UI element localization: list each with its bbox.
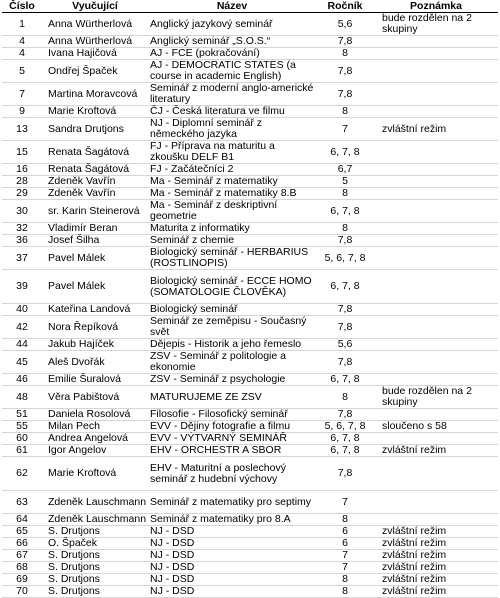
table-row bbox=[2, 316, 498, 339]
cell-title: Ma - Seminář z matematiky 8.B bbox=[148, 188, 316, 200]
cell-teacher: Josef Šilha bbox=[42, 235, 148, 247]
cell-number: 42 bbox=[2, 316, 42, 339]
table-row bbox=[2, 562, 498, 574]
cell-teacher: Renata Šagátová bbox=[42, 141, 148, 164]
cell-number: 69 bbox=[2, 574, 42, 586]
cell-note: zvláštní režim bbox=[374, 538, 498, 550]
cell-title: NJ - DSD bbox=[148, 574, 316, 586]
cell-title: ZSV - Seminář z politologie a ekonomie bbox=[148, 351, 316, 374]
table-row bbox=[2, 141, 498, 164]
cell-grade: 7 bbox=[316, 118, 374, 141]
table-row bbox=[2, 351, 498, 374]
cell-number: 13 bbox=[2, 118, 42, 141]
seminar-table bbox=[2, 0, 498, 598]
table-row bbox=[2, 457, 498, 491]
cell-teacher: Zdeněk Lauschmann bbox=[42, 514, 148, 526]
cell-note bbox=[374, 188, 498, 200]
cell-title: Anglický jazykový seminář bbox=[148, 13, 316, 36]
cell-number: 46 bbox=[2, 374, 42, 386]
cell-title: MATURUJEME ZE ZSV bbox=[148, 386, 316, 409]
cell-note bbox=[374, 60, 498, 83]
cell-teacher: Kateřina Landová bbox=[42, 304, 148, 316]
cell-grade: 6, 7, 8 bbox=[316, 200, 374, 223]
cell-grade: 5, 6, 7, 8 bbox=[316, 247, 374, 270]
cell-note bbox=[374, 200, 498, 223]
cell-teacher: Renata Šagátová bbox=[42, 164, 148, 176]
cell-teacher: S. Drutjons bbox=[42, 586, 148, 598]
cell-note bbox=[374, 457, 498, 491]
cell-grade: 8 bbox=[316, 514, 374, 526]
cell-number: 28 bbox=[2, 176, 42, 188]
cell-title: Filosofie - Filosofický seminář bbox=[148, 409, 316, 421]
cell-note bbox=[374, 514, 498, 526]
cell-title: FJ - Začátečníci 2 bbox=[148, 164, 316, 176]
table-row bbox=[2, 491, 498, 514]
cell-grade: 6, 7, 8 bbox=[316, 270, 374, 304]
cell-grade: 7 bbox=[316, 562, 374, 574]
cell-number: 40 bbox=[2, 304, 42, 316]
table-row bbox=[2, 574, 498, 586]
cell-title: NJ - DSD bbox=[148, 538, 316, 550]
cell-note: zvláštní režim bbox=[374, 550, 498, 562]
cell-teacher: Sandra Drutjons bbox=[42, 118, 148, 141]
table-row bbox=[2, 538, 498, 550]
cell-note bbox=[374, 491, 498, 514]
cell-title: NJ - DSD bbox=[148, 586, 316, 598]
cell-teacher: Andrea Angelová bbox=[42, 433, 148, 445]
cell-title: EHV - ORCHESTR A SBOR bbox=[148, 445, 316, 457]
cell-teacher: S. Drutjons bbox=[42, 562, 148, 574]
cell-title: Biologický seminář - ECCE HOMO (SOMATOLOGIE ČLOVĚKA) bbox=[148, 270, 316, 304]
cell-teacher: Pavel Málek bbox=[42, 247, 148, 270]
cell-teacher: Nora Řepíková bbox=[42, 316, 148, 339]
cell-number: 65 bbox=[2, 526, 42, 538]
cell-note: bude rozdělen na 2 skupiny bbox=[374, 386, 498, 409]
cell-grade: 8 bbox=[316, 188, 374, 200]
table-row bbox=[2, 200, 498, 223]
cell-title: AJ - DEMOCRATIC STATES (a course in academic English) bbox=[148, 60, 316, 83]
header-teacher: Vyučující bbox=[42, 0, 148, 13]
cell-number: 29 bbox=[2, 188, 42, 200]
cell-teacher: Emilie Šuralová bbox=[42, 374, 148, 386]
cell-number: 4 bbox=[2, 48, 42, 60]
cell-number: 48 bbox=[2, 386, 42, 409]
cell-number: 4 bbox=[2, 36, 42, 48]
table-row bbox=[2, 409, 498, 421]
cell-teacher: Pavel Málek bbox=[42, 270, 148, 304]
cell-number: 36 bbox=[2, 235, 42, 247]
cell-note bbox=[374, 176, 498, 188]
cell-note bbox=[374, 374, 498, 386]
cell-number: 5 bbox=[2, 60, 42, 83]
cell-teacher: Daniela Rosolová bbox=[42, 409, 148, 421]
cell-title: AJ - FCE (pokračování) bbox=[148, 48, 316, 60]
cell-number: 30 bbox=[2, 200, 42, 223]
cell-number: 62 bbox=[2, 457, 42, 491]
cell-number: 7 bbox=[2, 83, 42, 106]
cell-note bbox=[374, 351, 498, 374]
table-row bbox=[2, 164, 498, 176]
cell-title: FJ - Příprava na maturitu a zkoušku DELF B1 bbox=[148, 141, 316, 164]
cell-grade: 8 bbox=[316, 386, 374, 409]
cell-teacher: Martina Moravcová bbox=[42, 83, 148, 106]
cell-number: 55 bbox=[2, 421, 42, 433]
cell-note: zvláštní režim bbox=[374, 586, 498, 598]
table-row bbox=[2, 421, 498, 433]
header-title: Název bbox=[148, 0, 316, 13]
table-row bbox=[2, 60, 498, 83]
cell-note bbox=[374, 235, 498, 247]
cell-grade: 7,8 bbox=[316, 60, 374, 83]
cell-grade: 7,8 bbox=[316, 351, 374, 374]
cell-number: 67 bbox=[2, 550, 42, 562]
table-row bbox=[2, 270, 498, 304]
table-row bbox=[2, 247, 498, 270]
cell-teacher: Ivana Hajičová bbox=[42, 48, 148, 60]
table-row bbox=[2, 304, 498, 316]
cell-grade: 7 bbox=[316, 491, 374, 514]
cell-title: EHV - Maturitní a poslechový seminář z hudební výchovy bbox=[148, 457, 316, 491]
cell-title: Biologický seminář bbox=[148, 304, 316, 316]
cell-note bbox=[374, 106, 498, 118]
cell-number: 70 bbox=[2, 586, 42, 598]
cell-teacher: Milan Pech bbox=[42, 421, 148, 433]
table-row bbox=[2, 514, 498, 526]
cell-grade: 7,8 bbox=[316, 409, 374, 421]
table-row bbox=[2, 433, 498, 445]
cell-grade: 8 bbox=[316, 586, 374, 598]
table-row bbox=[2, 339, 498, 351]
cell-teacher: Marie Kroftová bbox=[42, 457, 148, 491]
cell-number: 68 bbox=[2, 562, 42, 574]
cell-number: 66 bbox=[2, 538, 42, 550]
cell-grade: 6, 7, 8 bbox=[316, 141, 374, 164]
table-row bbox=[2, 36, 498, 48]
header-grade: Ročník bbox=[316, 0, 374, 13]
cell-grade: 8 bbox=[316, 48, 374, 60]
cell-number: 32 bbox=[2, 223, 42, 235]
table-row bbox=[2, 223, 498, 235]
cell-title: NJ - DSD bbox=[148, 526, 316, 538]
cell-number: 15 bbox=[2, 141, 42, 164]
table-row bbox=[2, 106, 498, 118]
header-number: Číslo bbox=[2, 0, 42, 13]
table-row bbox=[2, 235, 498, 247]
cell-teacher: S. Drutjons bbox=[42, 574, 148, 586]
cell-grade: 8 bbox=[316, 574, 374, 586]
cell-title: Seminář z matematiky pro 8.A bbox=[148, 514, 316, 526]
cell-title: NJ - DSD bbox=[148, 550, 316, 562]
cell-grade: 8 bbox=[316, 106, 374, 118]
cell-number: 39 bbox=[2, 270, 42, 304]
cell-teacher: sr. Karin Steinerová bbox=[42, 200, 148, 223]
cell-teacher: S. Drutjons bbox=[42, 550, 148, 562]
cell-teacher: Ondřej Špaček bbox=[42, 60, 148, 83]
cell-number: 9 bbox=[2, 106, 42, 118]
cell-grade: 7,8 bbox=[316, 83, 374, 106]
cell-grade: 8 bbox=[316, 223, 374, 235]
cell-grade: 6, 7, 8 bbox=[316, 433, 374, 445]
table-row bbox=[2, 13, 498, 36]
cell-teacher: Jakub Hajíček bbox=[42, 339, 148, 351]
cell-grade: 5,6 bbox=[316, 13, 374, 36]
cell-number: 1 bbox=[2, 13, 42, 36]
cell-note bbox=[374, 316, 498, 339]
cell-title: Ma - Seminář z deskriptivní geometrie bbox=[148, 200, 316, 223]
cell-title: EVV - Dějiny fotografie a filmu bbox=[148, 421, 316, 433]
cell-teacher: Igor Angelov bbox=[42, 445, 148, 457]
table-row bbox=[2, 118, 498, 141]
cell-number: 44 bbox=[2, 339, 42, 351]
cell-number: 37 bbox=[2, 247, 42, 270]
cell-grade: 5,6 bbox=[316, 339, 374, 351]
cell-note: zvláštní režim bbox=[374, 574, 498, 586]
cell-note bbox=[374, 433, 498, 445]
cell-note bbox=[374, 36, 498, 48]
cell-grade: 7,8 bbox=[316, 304, 374, 316]
cell-number: 16 bbox=[2, 164, 42, 176]
table-row bbox=[2, 526, 498, 538]
cell-grade: 6, 7, 8 bbox=[316, 445, 374, 457]
cell-note bbox=[374, 141, 498, 164]
cell-title: EVV - VÝTVARNÝ SEMINÁŘ bbox=[148, 433, 316, 445]
cell-teacher: Věra Pabištová bbox=[42, 386, 148, 409]
cell-teacher: O. Špaček bbox=[42, 538, 148, 550]
cell-title: Biologický seminář - HERBARIUS (ROSTLINOPIS) bbox=[148, 247, 316, 270]
cell-teacher: Vladimír Beran bbox=[42, 223, 148, 235]
cell-title: Seminář z chemie bbox=[148, 235, 316, 247]
cell-note bbox=[374, 164, 498, 176]
cell-teacher: S. Drutjons bbox=[42, 526, 148, 538]
table-row bbox=[2, 550, 498, 562]
table-row bbox=[2, 48, 498, 60]
cell-grade: 6,7 bbox=[316, 164, 374, 176]
table-row bbox=[2, 386, 498, 409]
cell-note bbox=[374, 83, 498, 106]
cell-teacher: Zdeněk Vavřín bbox=[42, 176, 148, 188]
cell-number: 61 bbox=[2, 445, 42, 457]
cell-title: Ma - Seminář z matematiky bbox=[148, 176, 316, 188]
cell-title: Seminář z moderní anglo-americké literatury bbox=[148, 83, 316, 106]
cell-title: NJ - DSD bbox=[148, 562, 316, 574]
table-row bbox=[2, 83, 498, 106]
cell-number: 51 bbox=[2, 409, 42, 421]
cell-note: zvláštní režim bbox=[374, 526, 498, 538]
cell-title: Dějepis - Historik a jeho řemeslo bbox=[148, 339, 316, 351]
cell-teacher: Marie Kroftová bbox=[42, 106, 148, 118]
cell-title: Anglický seminář „S.O.S.“ bbox=[148, 36, 316, 48]
cell-grade: 6 bbox=[316, 526, 374, 538]
cell-number: 64 bbox=[2, 514, 42, 526]
cell-grade: 7,8 bbox=[316, 235, 374, 247]
cell-note: sloučeno s 58 bbox=[374, 421, 498, 433]
cell-grade: 7,8 bbox=[316, 316, 374, 339]
cell-teacher: Anna Würtherlová bbox=[42, 13, 148, 36]
cell-note bbox=[374, 223, 498, 235]
table-row bbox=[2, 445, 498, 457]
cell-title: ČJ - Česká literatura ve filmu bbox=[148, 106, 316, 118]
cell-title: Seminář ze zeměpisu - Současný svět bbox=[148, 316, 316, 339]
cell-grade: 7,8 bbox=[316, 457, 374, 491]
cell-teacher: Zdeněk Vavřín bbox=[42, 188, 148, 200]
table-row bbox=[2, 188, 498, 200]
cell-teacher: Anna Würtherlová bbox=[42, 36, 148, 48]
cell-number: 45 bbox=[2, 351, 42, 374]
table-row bbox=[2, 176, 498, 188]
header-note: Poznámka bbox=[374, 0, 498, 13]
header-row bbox=[2, 0, 498, 13]
cell-title: NJ - Diplomní seminář z německého jazyka bbox=[148, 118, 316, 141]
table-body bbox=[2, 13, 498, 598]
cell-grade: 7 bbox=[316, 550, 374, 562]
cell-grade: 6 bbox=[316, 538, 374, 550]
cell-grade: 5 bbox=[316, 176, 374, 188]
cell-note bbox=[374, 270, 498, 304]
cell-note: bude rozdělen na 2 skupiny bbox=[374, 13, 498, 36]
cell-title: Maturita z informatiky bbox=[148, 223, 316, 235]
cell-grade: 5, 6, 7, 8 bbox=[316, 421, 374, 433]
cell-teacher: Zdeněk Lauschmann bbox=[42, 491, 148, 514]
cell-number: 63 bbox=[2, 491, 42, 514]
cell-grade: 7,8 bbox=[316, 36, 374, 48]
table-row bbox=[2, 374, 498, 386]
cell-number: 60 bbox=[2, 433, 42, 445]
cell-note: zvláštní režim bbox=[374, 445, 498, 457]
cell-note bbox=[374, 304, 498, 316]
cell-grade: 6, 7, 8 bbox=[316, 374, 374, 386]
cell-note bbox=[374, 48, 498, 60]
cell-note bbox=[374, 339, 498, 351]
cell-note: zvláštní režim bbox=[374, 118, 498, 141]
cell-note bbox=[374, 247, 498, 270]
cell-teacher: Aleš Dvořák bbox=[42, 351, 148, 374]
cell-note bbox=[374, 409, 498, 421]
cell-title: ZSV - Seminář z psychologie bbox=[148, 374, 316, 386]
cell-title: Seminář z matematiky pro septimy bbox=[148, 491, 316, 514]
cell-note: zvláštní režim bbox=[374, 562, 498, 574]
